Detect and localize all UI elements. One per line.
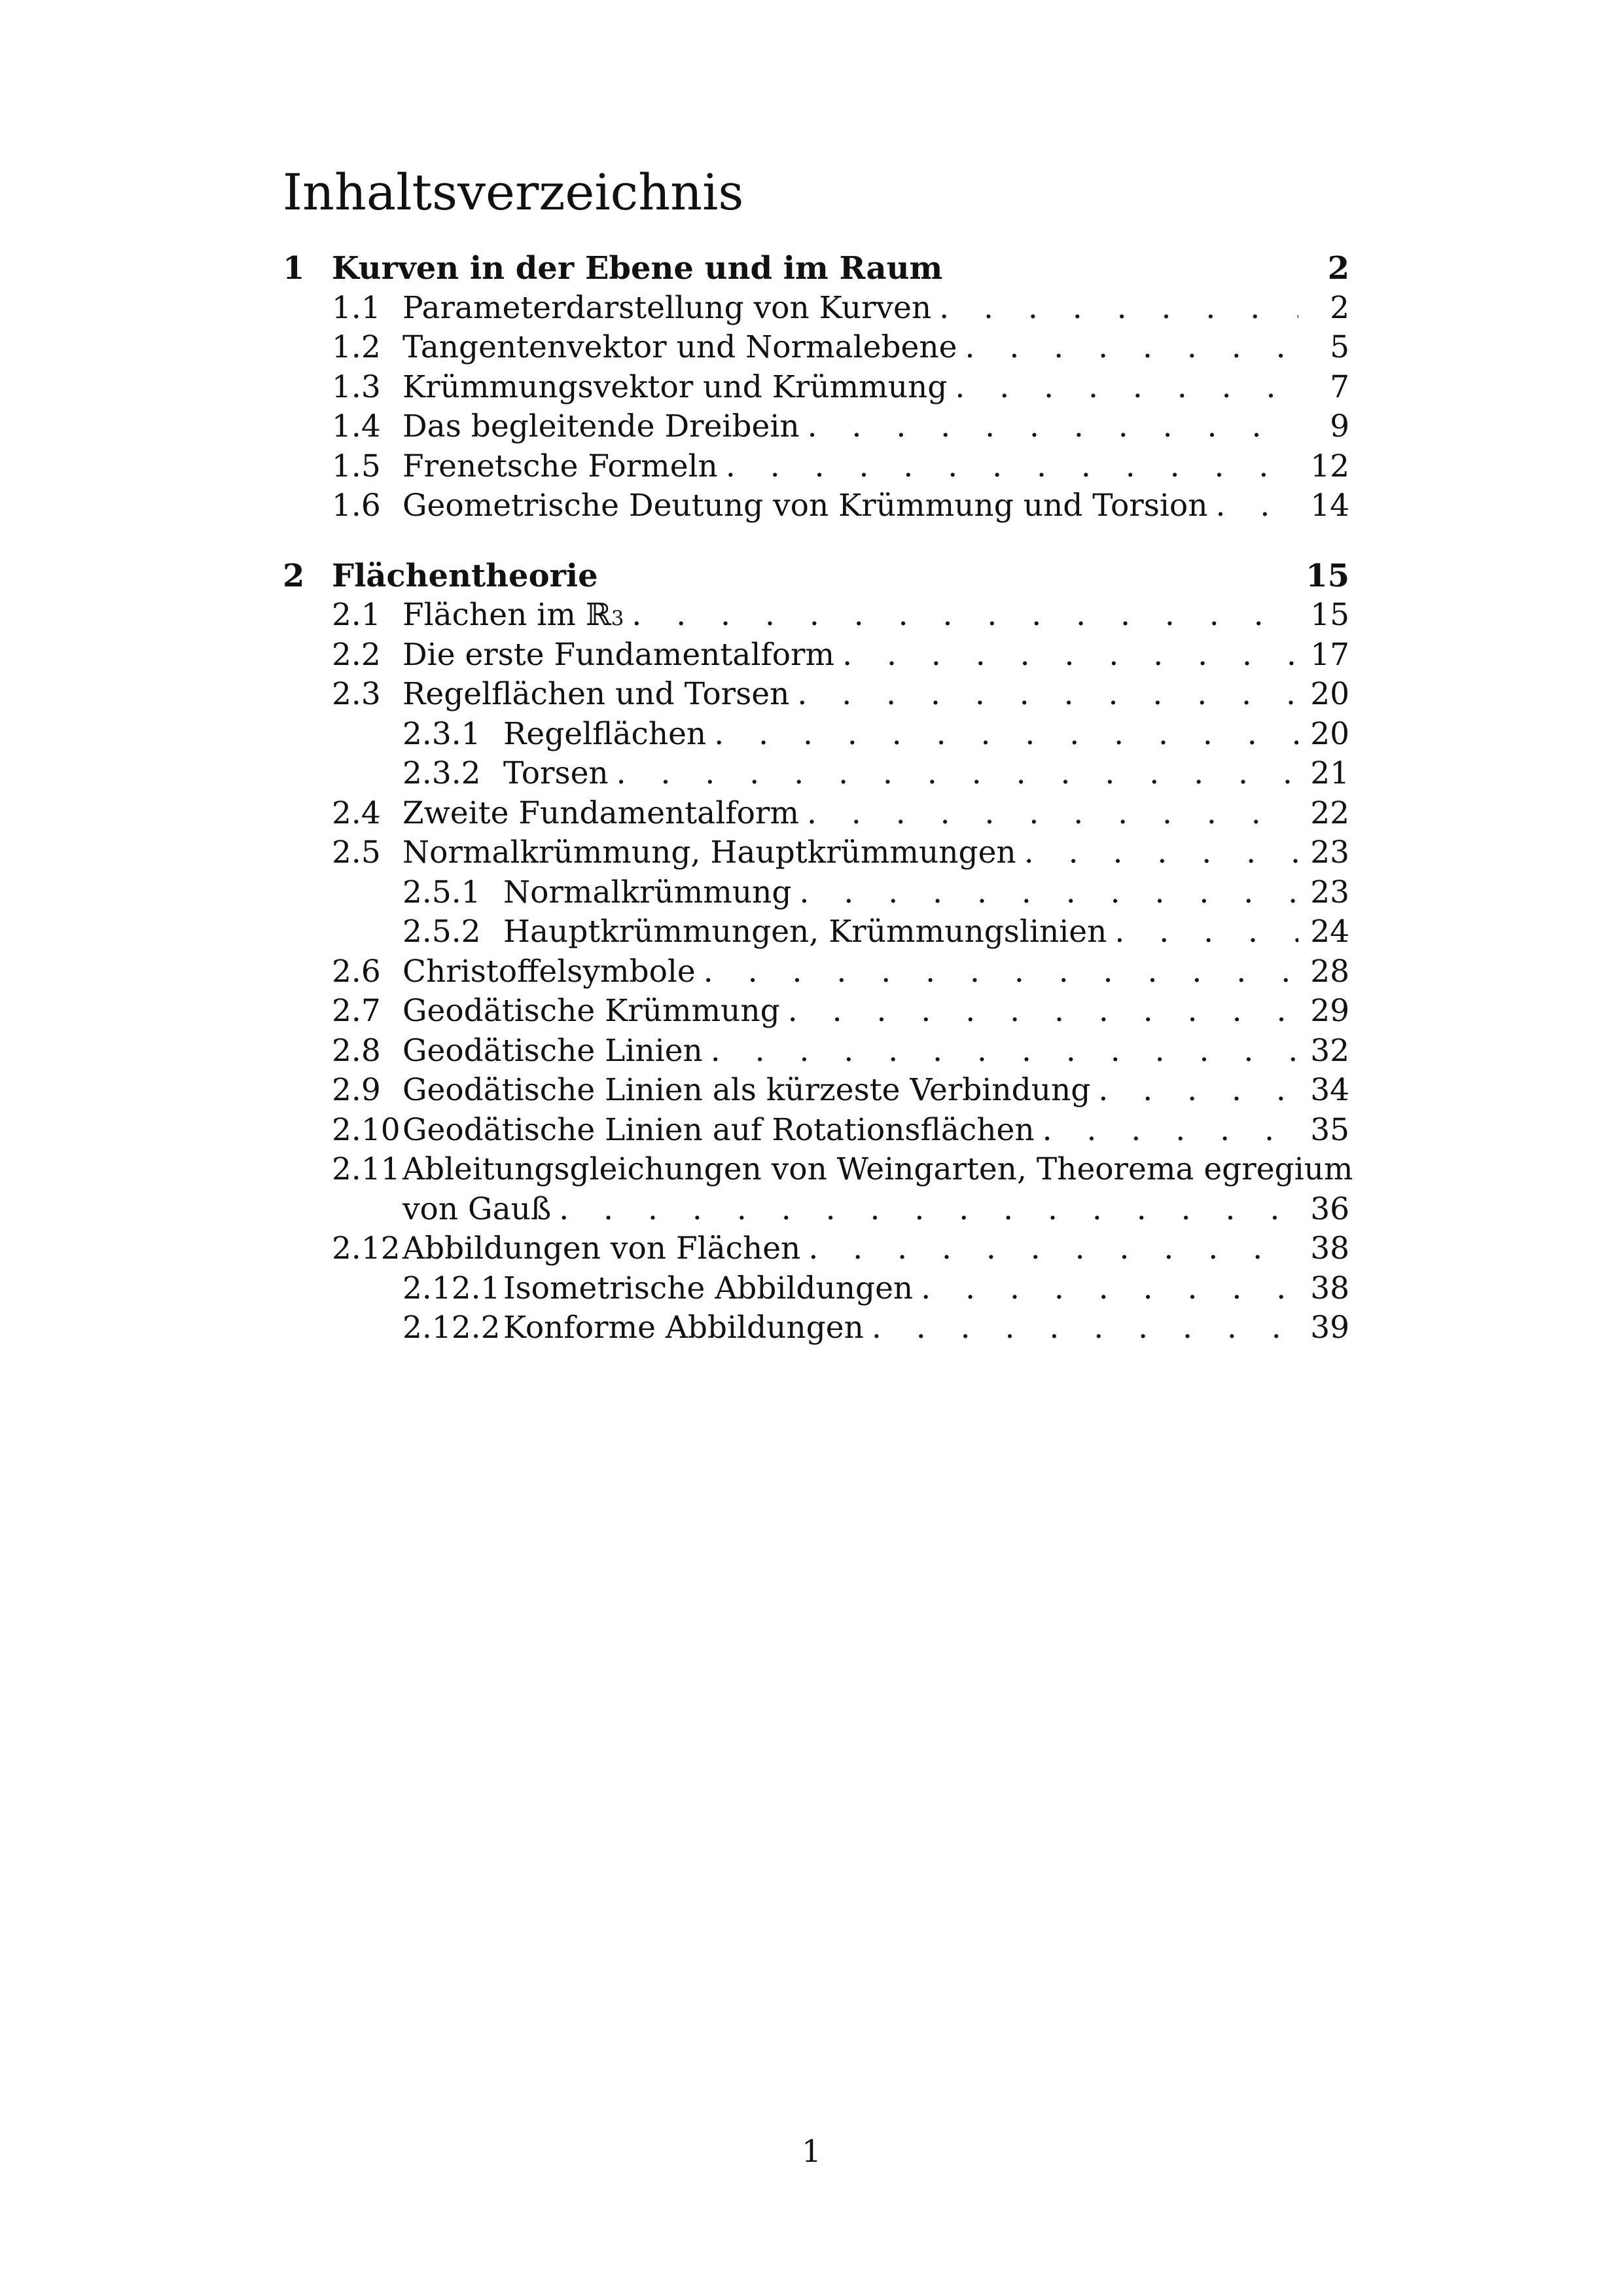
toc-entry[interactable] <box>283 715 1349 755</box>
toc-entry-page: 32 <box>1310 1032 1349 1069</box>
dot-leader <box>559 1190 1298 1230</box>
toc-entry-number: 2.6 <box>332 953 381 990</box>
toc-entry-number: 1.6 <box>332 488 381 524</box>
toc-entry[interactable] <box>283 447 1349 487</box>
toc-entry[interactable] <box>283 1071 1349 1111</box>
toc-chapter-entry[interactable] <box>283 249 1349 289</box>
toc-entry-number: 2.12.1 <box>402 1270 501 1306</box>
toc-entry-title: Geodätische Linien <box>402 1032 703 1069</box>
toc-entry-title: Das begleitende Dreibein <box>402 408 800 444</box>
dot-leader <box>1115 912 1298 952</box>
toc-entry-page: 20 <box>1310 676 1349 712</box>
toc-entry-title: Die erste Fundamentalform <box>402 636 835 673</box>
toc-entry-continuation[interactable] <box>283 1190 1349 1230</box>
toc-entry-page: 12 <box>1310 448 1349 484</box>
toc-entry-number: 1.5 <box>332 448 381 484</box>
toc-entry[interactable] <box>283 1308 1349 1348</box>
toc-entry-page: 2 <box>1330 289 1349 326</box>
toc-entry-number: 2.5.1 <box>402 874 481 910</box>
toc-entry-title: Zweite Fundamentalform <box>402 795 799 831</box>
dot-leader <box>807 794 1298 834</box>
toc-entry-number: 2.9 <box>332 1072 381 1108</box>
dot-leader <box>921 1269 1298 1309</box>
toc-entry-page: 21 <box>1310 755 1349 791</box>
toc-entry[interactable] <box>283 1229 1349 1269</box>
toc-entry-page: 28 <box>1310 953 1349 990</box>
toc-entry-number: 1.3 <box>332 368 381 405</box>
dot-leader <box>1098 1071 1298 1111</box>
dot-leader <box>726 447 1298 487</box>
toc-entry-title: Flächentheorie <box>332 557 598 594</box>
toc-entry-title: Konforme Abbildungen <box>503 1310 864 1346</box>
toc-entry-title: Torsen <box>503 755 609 791</box>
toc-entry[interactable] <box>283 407 1349 447</box>
toc-entry-page: 17 <box>1310 636 1349 673</box>
toc-chapter-entry[interactable] <box>283 556 1349 596</box>
toc-entry-number: 2.3 <box>332 676 381 712</box>
dot-leader <box>632 596 1298 636</box>
toc-entry-title: Normalkrümmung, Hauptkrümmungen <box>402 834 1016 870</box>
toc-entry-page: 14 <box>1310 488 1349 524</box>
toc-entry-title: Geodätische Linien als kürzeste Verbindung <box>402 1072 1091 1108</box>
dot-leader <box>616 754 1298 794</box>
dot-leader <box>808 407 1298 447</box>
toc-entry-page: 39 <box>1310 1310 1349 1346</box>
dot-leader <box>1024 833 1298 873</box>
toc-entry[interactable] <box>283 328 1349 368</box>
toc-entry-page: 38 <box>1310 1230 1349 1266</box>
toc-entry-page: 36 <box>1310 1191 1349 1227</box>
dot-leader <box>842 636 1298 675</box>
page-number: 1 <box>802 2134 821 2170</box>
table-of-contents <box>283 249 1353 1348</box>
dot-leader <box>955 368 1298 408</box>
toc-entry-number: 1.4 <box>332 408 381 444</box>
toc-entry-title: Kurven in der Ebene und im Raum <box>332 250 943 287</box>
toc-entry-number: 2.12.2 <box>402 1310 501 1346</box>
toc-entry-number: 1.1 <box>332 289 381 326</box>
toc-entry-title: Frenetsche Formeln <box>402 448 718 484</box>
toc-entry-title: Geometrische Deutung von Krümmung und Torsion <box>402 488 1208 524</box>
toc-entry-number: 2.7 <box>332 993 381 1029</box>
toc-entry-page: 23 <box>1310 874 1349 910</box>
toc-entry-title: Krümmungsvektor und Krümmung <box>402 368 948 405</box>
toc-entry-number: 2.1 <box>332 597 381 633</box>
toc-entry-page: 34 <box>1310 1072 1349 1108</box>
toc-entry-page: 7 <box>1330 368 1349 405</box>
toc-entry-number: 2.4 <box>332 795 381 831</box>
toc-entry[interactable] <box>283 912 1349 952</box>
toc-entry[interactable] <box>283 794 1349 834</box>
dot-leader <box>808 1229 1298 1269</box>
toc-entry-title: Ableitungsgleichungen von Weingarten, Theorema egregium <box>402 1151 1353 1187</box>
dot-leader <box>797 675 1298 715</box>
dot-leader <box>704 952 1298 992</box>
toc-entry-title: Tangentenvektor und Normalebene <box>402 329 957 365</box>
toc-entry-page: 22 <box>1310 795 1349 831</box>
toc-entry[interactable] <box>283 1031 1349 1071</box>
toc-entry[interactable] <box>283 833 1349 873</box>
dot-leader <box>1215 486 1298 526</box>
toc-entry[interactable] <box>283 1111 1349 1151</box>
toc-entry-number: 1.2 <box>332 329 381 365</box>
toc-entry-page: 20 <box>1310 715 1349 752</box>
toc-entry[interactable]: 2.1 Flächen im ℝ 3 . . . 15 <box>283 596 1349 636</box>
toc-entry-title: Hauptkrümmungen, Krümmungslinien <box>503 914 1107 950</box>
dot-leader <box>965 328 1298 368</box>
toc-entry-title: Christoffelsymbole <box>402 953 696 990</box>
toc-entry[interactable] <box>283 754 1349 794</box>
toc-entry-title: Regelflächen <box>503 715 707 752</box>
toc-entry-number: 2.10 <box>332 1111 401 1148</box>
toc-entry-title: Regelflächen und Torsen <box>402 676 790 712</box>
toc-entry[interactable] <box>283 952 1349 992</box>
toc-entry-title: Geodätische Linien auf Rotationsflächen <box>402 1111 1035 1148</box>
toc-entry-title: Parameterdarstellung von Kurven <box>402 289 932 326</box>
toc-entry[interactable] <box>283 873 1349 913</box>
toc-entry-title: Flächen im ℝ <box>402 597 611 633</box>
toc-entry[interactable] <box>283 289 1349 329</box>
toc-entry-number: 1 <box>283 250 305 287</box>
toc-entry-title: Abbildungen von Flächen <box>402 1230 801 1266</box>
toc-entry-page: 9 <box>1330 408 1349 444</box>
toc-entry-number: 2.3.1 <box>402 715 481 752</box>
toc-entry-number: 2.2 <box>332 636 381 673</box>
toc-entry-title: Geodätische Krümmung <box>402 993 780 1029</box>
toc-entry-number: 2 <box>283 557 305 594</box>
dot-leader <box>939 289 1298 329</box>
toc-entry[interactable] <box>283 368 1349 408</box>
toc-entry-page: 15 <box>1310 597 1349 633</box>
toc-entry[interactable] <box>283 675 1349 715</box>
dot-leader <box>872 1308 1298 1348</box>
toc-entry[interactable] <box>283 636 1349 675</box>
toc-entry-page: 2 <box>1327 250 1349 287</box>
toc-entry[interactable] <box>283 1269 1349 1309</box>
toc-entry-number: 2.8 <box>332 1032 381 1069</box>
dot-leader <box>1043 1111 1298 1151</box>
toc-entry-page: 29 <box>1310 993 1349 1029</box>
toc-entry-page: 5 <box>1330 329 1349 365</box>
toc-entry-number: 2.3.2 <box>402 755 481 791</box>
dot-leader <box>800 873 1299 913</box>
toc-entry-number: 2.12 <box>332 1230 401 1266</box>
toc-entry[interactable] <box>283 992 1349 1031</box>
toc-entry[interactable] <box>283 1150 1353 1190</box>
toc-entry-title: Normalkrümmung <box>503 874 792 910</box>
toc-entry-number: 2.11 <box>332 1151 401 1187</box>
dot-leader <box>711 1031 1298 1071</box>
toc-entry-title: Isometrische Abbildungen <box>503 1270 914 1306</box>
toc-entry-number: 2.5.2 <box>402 914 481 950</box>
toc-entry[interactable] <box>283 486 1349 526</box>
toc-entry-number: 2.5 <box>332 834 381 870</box>
toc-entry-page: 23 <box>1310 834 1349 870</box>
toc-entry-title-continuation: von Gauß <box>402 1191 552 1227</box>
page-title: Inhaltsverzeichnis <box>283 163 744 221</box>
toc-entry-page: 15 <box>1306 557 1349 594</box>
dot-leader <box>788 992 1298 1031</box>
toc-entry-page: 35 <box>1310 1111 1349 1148</box>
toc-entry-page: 38 <box>1310 1270 1349 1306</box>
toc-entry-page: 24 <box>1310 914 1349 950</box>
dot-leader <box>714 715 1298 755</box>
